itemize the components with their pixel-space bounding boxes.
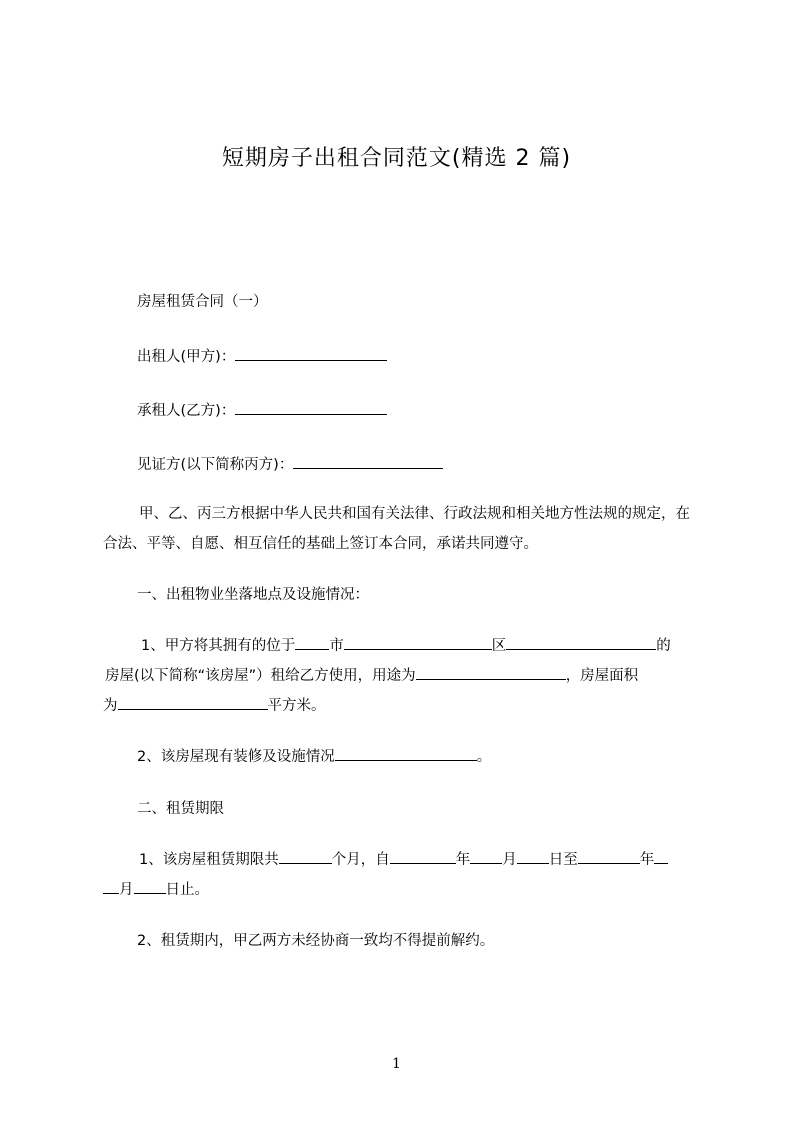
page-number: 1: [392, 1056, 401, 1072]
clause2-end: 。: [476, 749, 492, 765]
area-blank: [118, 694, 268, 710]
area-text: ，房屋面积: [565, 668, 639, 684]
area-unit: 平方米。: [267, 698, 326, 714]
document-title: 短期房子出租合同范文(精选 2 篇): [221, 146, 572, 171]
year-label: 年: [455, 852, 471, 868]
clause1-usage-text: 房屋(以下简称“该房屋”）租给乙方使用，用途为: [105, 668, 416, 684]
area-prefix: 为: [103, 698, 118, 714]
district-blank: [506, 634, 656, 650]
end-month-label: 月: [119, 882, 134, 898]
section2-heading: 二、租赁期限: [137, 801, 224, 817]
end-year-label: 年: [639, 852, 655, 868]
end-year-blank: [578, 848, 640, 864]
lessor-label: 出租人(甲方)：: [137, 349, 236, 365]
contract-heading: 房屋租赁合同（一）: [137, 294, 268, 310]
to-text: 日至: [548, 852, 578, 868]
start-day-blank: [517, 848, 549, 864]
section1-clause2: [137, 745, 491, 767]
witness-label: 见证方(以下简称丙方)：: [137, 457, 294, 473]
lessee-label: 承租人(乙方)：: [137, 403, 236, 419]
months-blank: [279, 848, 332, 864]
term-text: 1、该房屋租赁期限共: [139, 852, 279, 868]
facilities-blank: [335, 745, 477, 761]
witness-line: [137, 453, 443, 475]
usage-blank: [416, 664, 566, 680]
section2-clause1: [103, 845, 700, 905]
district-label: 区: [491, 638, 507, 654]
lessor-blank: [235, 345, 387, 361]
end-text: 日止。: [165, 882, 209, 898]
end-month-blank-a: [654, 848, 668, 864]
section1-clause1: [103, 631, 700, 721]
start-month-blank: [470, 848, 502, 864]
clause1-text: 1、甲方将其拥有的位于: [141, 638, 296, 654]
end-day-blank: [134, 878, 166, 894]
section2-clause2: 2、租赁期内，甲乙两方未经协商一致均不得提前解约。: [137, 933, 495, 949]
start-year-blank: [390, 848, 456, 864]
street-blank: [344, 634, 492, 650]
section1-heading: 一、出租物业坐落地点及设施情况：: [137, 587, 369, 603]
intro-paragraph: 甲、乙、丙三方根据中华人民共和国有关法律、行政法规和相关地方性法规的规定，在合法、平等、自愿、相互信任的基础上签订本合同，承诺共同遵守。: [103, 506, 690, 552]
lessor-line: [137, 345, 387, 367]
clause2-text: 2、该房屋现有装修及设施情况: [137, 749, 335, 765]
lessee-line: [137, 399, 387, 421]
from-text: 个月，自: [331, 852, 390, 868]
lessee-blank: [235, 399, 387, 415]
city-blank: [295, 634, 329, 650]
clause1-suffix: 的: [656, 638, 671, 654]
month-label: 月: [502, 852, 517, 868]
end-month-blank-b: [103, 878, 119, 894]
witness-blank: [293, 453, 443, 469]
city-label: 市: [329, 638, 344, 654]
